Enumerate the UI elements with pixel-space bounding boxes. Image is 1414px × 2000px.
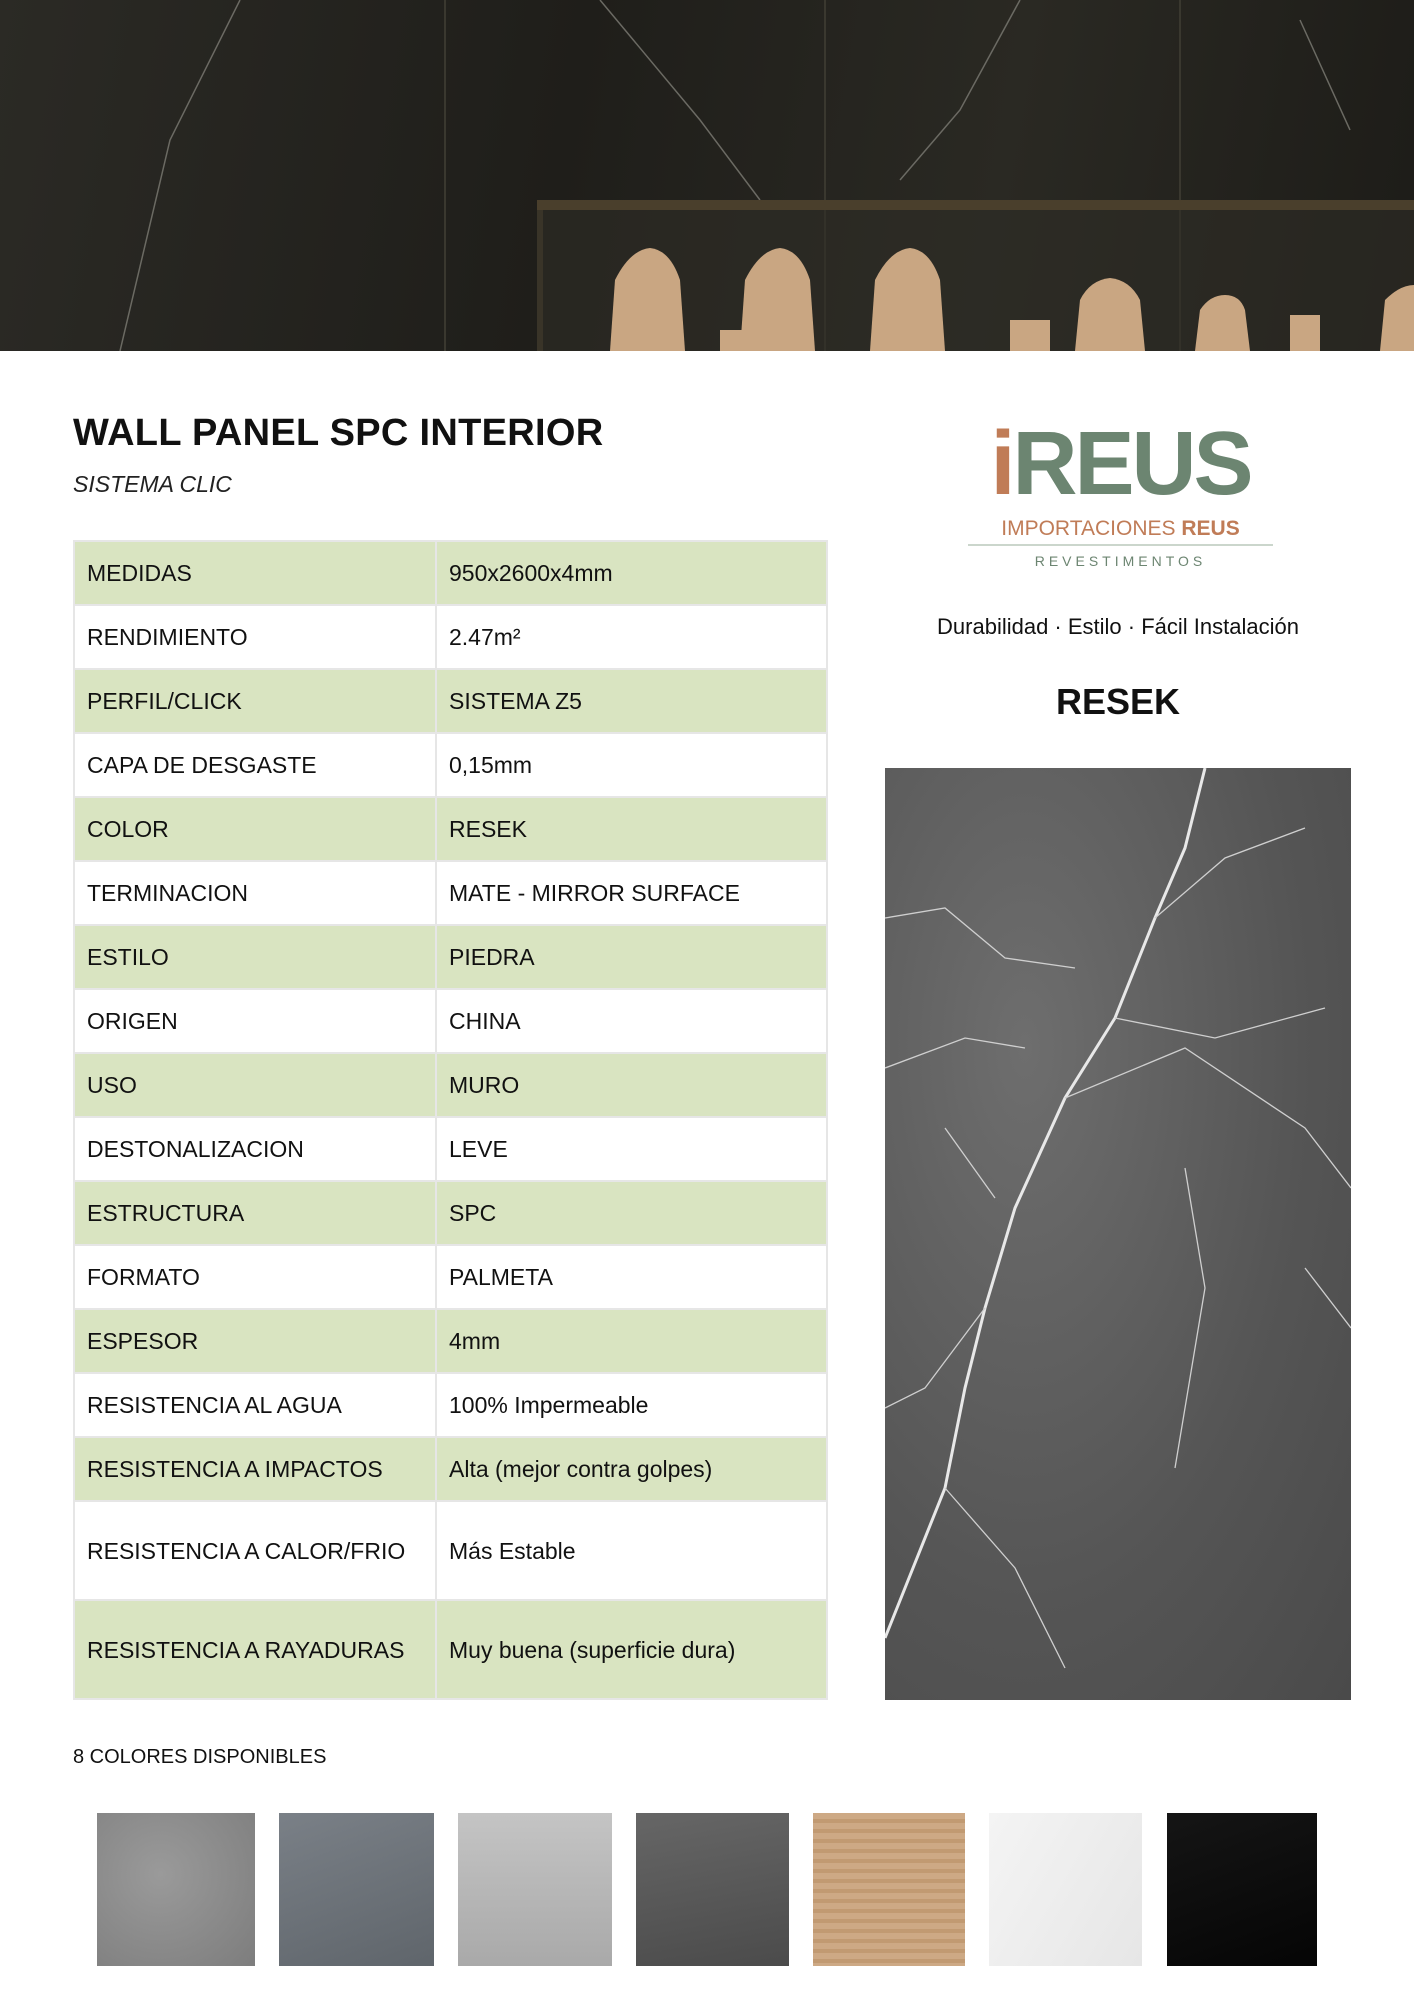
- spec-row: [74, 1181, 827, 1245]
- spec-value: MATE - MIRROR SURFACE: [436, 861, 827, 925]
- spec-row: [74, 1600, 827, 1699]
- spec-label: RESISTENCIA A IMPACTOS: [74, 1437, 436, 1501]
- spec-label: PERFIL/CLICK: [74, 669, 436, 733]
- spec-row: [74, 797, 827, 861]
- spec-label: USO: [74, 1053, 436, 1117]
- spec-label: CAPA DE DESGASTE: [74, 733, 436, 797]
- tagline: Durabilidad · Estilo · Fácil Instalación: [937, 614, 1299, 639]
- product-sample-image: [885, 768, 1351, 1700]
- spec-row: [74, 989, 827, 1053]
- jewelry-display-illustration: [0, 0, 1414, 351]
- page-subtitle: SISTEMA CLIC: [73, 471, 232, 497]
- spec-row: [74, 861, 827, 925]
- page-title: WALL PANEL SPC INTERIOR: [73, 412, 604, 454]
- spec-row: [74, 669, 827, 733]
- spec-row: [74, 1117, 827, 1181]
- spec-row: [74, 605, 827, 669]
- spec-row: [74, 541, 827, 605]
- color-swatch: [1167, 1813, 1317, 1966]
- color-name: RESEK: [1055, 681, 1181, 722]
- spec-value: CHINA: [436, 989, 827, 1053]
- spec-row: [74, 1245, 827, 1309]
- spec-label: ESTRUCTURA: [74, 1181, 436, 1245]
- spec-value: PIEDRA: [436, 925, 827, 989]
- color-swatch: [813, 1813, 965, 1966]
- spec-value: SISTEMA Z5: [436, 669, 827, 733]
- spec-value: 4mm: [436, 1309, 827, 1373]
- spec-value: LEVE: [436, 1117, 827, 1181]
- color-swatch: [458, 1813, 612, 1966]
- spec-value: 2.47m²: [436, 605, 827, 669]
- spec-label: RESISTENCIA A CALOR/FRIO: [74, 1501, 436, 1600]
- spec-value: 950x2600x4mm: [436, 541, 827, 605]
- spec-label: FORMATO: [74, 1245, 436, 1309]
- spec-value: Muy buena (superficie dura): [436, 1600, 827, 1699]
- spec-value: 100% Impermeable: [436, 1373, 827, 1437]
- logo-line1: IMPORTACIONES REUS: [968, 516, 1273, 546]
- spec-label: RESISTENCIA AL AGUA: [74, 1373, 436, 1437]
- spec-label: COLOR: [74, 797, 436, 861]
- spec-row: [74, 733, 827, 797]
- spec-label: ORIGEN: [74, 989, 436, 1053]
- spec-value: SPC: [436, 1181, 827, 1245]
- hero-image: [0, 0, 1414, 351]
- colors-available-label: 8 COLORES DISPONIBLES: [73, 1746, 327, 1768]
- spec-row: [74, 1501, 827, 1600]
- logo-line2: REVESTIMENTOS: [1034, 553, 1207, 569]
- spec-label: RENDIMIENTO: [74, 605, 436, 669]
- spec-label: ESTILO: [74, 925, 436, 989]
- logo-mark: iREUS: [990, 414, 1251, 514]
- company-logo: [968, 412, 1273, 570]
- color-swatch: [989, 1813, 1142, 1966]
- spec-row: [74, 925, 827, 989]
- spec-label: DESTONALIZACION: [74, 1117, 436, 1181]
- spec-label: MEDIDAS: [74, 541, 436, 605]
- spec-value: Alta (mejor contra golpes): [436, 1437, 827, 1501]
- spec-value: PALMETA: [436, 1245, 827, 1309]
- spec-label: RESISTENCIA A RAYADURAS: [74, 1600, 436, 1699]
- spec-row: [74, 1053, 827, 1117]
- spec-label: TERMINACION: [74, 861, 436, 925]
- spec-table: [73, 540, 828, 1700]
- spec-row: [74, 1437, 827, 1501]
- spec-row: [74, 1373, 827, 1437]
- spec-label: ESPESOR: [74, 1309, 436, 1373]
- spec-row: [74, 1309, 827, 1373]
- color-swatch: [97, 1813, 255, 1966]
- spec-value: 0,15mm: [436, 733, 827, 797]
- color-swatch: [279, 1813, 434, 1966]
- spec-value: RESEK: [436, 797, 827, 861]
- color-swatch: [636, 1813, 789, 1966]
- spec-value: MURO: [436, 1053, 827, 1117]
- spec-value: Más Estable: [436, 1501, 827, 1600]
